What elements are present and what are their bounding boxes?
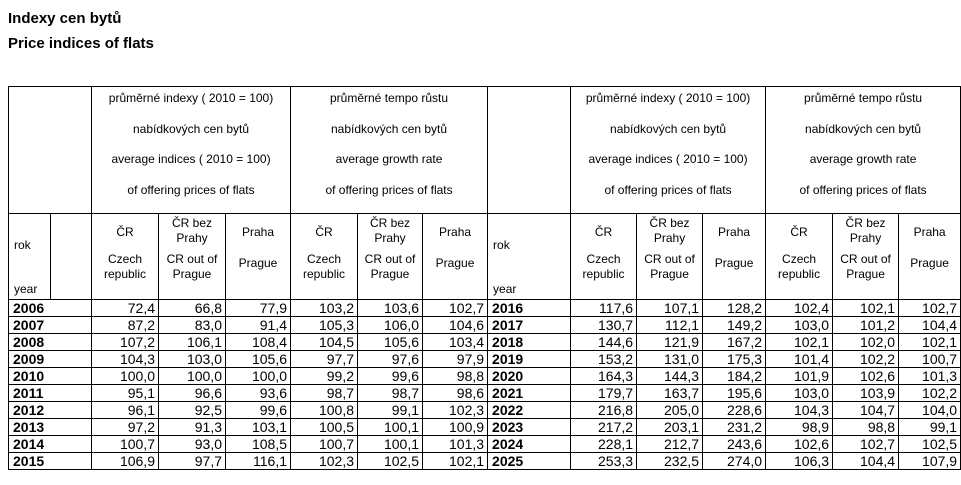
year-cell: 2025: [488, 453, 571, 470]
index-value-cell: 106,1: [159, 334, 226, 351]
col-header-praha-idx-left: Praha Prague: [226, 214, 291, 300]
index-value-cell: 105,6: [226, 351, 291, 368]
empty-header-cell-left: [51, 214, 92, 300]
year-cell: 2016: [488, 300, 571, 317]
index-value-cell: 100,0: [92, 368, 159, 385]
index-value-cell: 103,1: [226, 419, 291, 436]
growth-value-cell: 98,8: [833, 419, 899, 436]
index-value-cell: 216,8: [571, 402, 637, 419]
year-cell: 2006: [9, 300, 92, 317]
growth-value-cell: 102,4: [766, 300, 833, 317]
growth-value-cell: 101,3: [423, 436, 488, 453]
index-value-cell: 99,6: [226, 402, 291, 419]
year-cell: 2019: [488, 351, 571, 368]
growth-value-cell: 99,1: [899, 419, 961, 436]
index-value-cell: 253,3: [571, 453, 637, 470]
index-value-cell: 66,8: [159, 300, 226, 317]
table-row: [9, 453, 961, 470]
index-value-cell: 231,2: [703, 419, 766, 436]
growth-value-cell: 103,9: [833, 385, 899, 402]
index-value-cell: 112,1: [637, 317, 703, 334]
index-value-cell: 107,2: [92, 334, 159, 351]
growth-value-cell: 103,4: [423, 334, 488, 351]
growth-value-cell: 103,0: [766, 385, 833, 402]
col-header-crbez-idx-left: ČR bez Prahy CR out of Prague: [159, 214, 226, 300]
index-value-cell: 100,0: [159, 368, 226, 385]
index-value-cell: 83,0: [159, 317, 226, 334]
growth-value-cell: 104,3: [766, 402, 833, 419]
year-cell: 2012: [9, 402, 92, 419]
col-header-praha-idx-right: Praha Prague: [703, 214, 766, 300]
growth-value-cell: 99,6: [358, 368, 423, 385]
table-row: [9, 351, 961, 368]
growth-value-cell: 104,0: [899, 402, 961, 419]
growth-value-cell: 102,5: [358, 453, 423, 470]
index-value-cell: 167,2: [703, 334, 766, 351]
growth-value-cell: 104,7: [833, 402, 899, 419]
growth-value-cell: 103,2: [291, 300, 358, 317]
index-value-cell: 175,3: [703, 351, 766, 368]
index-value-cell: 130,7: [571, 317, 637, 334]
index-value-cell: 121,9: [637, 334, 703, 351]
col-header-praha-gr-left: Praha Prague: [423, 214, 488, 300]
index-value-cell: 217,2: [571, 419, 637, 436]
growth-value-cell: 105,6: [358, 334, 423, 351]
price-indices-table: [8, 86, 961, 470]
year-cell: 2008: [9, 334, 92, 351]
table-row: [9, 419, 961, 436]
growth-value-cell: 100,1: [358, 419, 423, 436]
table-row: [9, 368, 961, 385]
growth-value-cell: 103,0: [766, 317, 833, 334]
year-cell: 2020: [488, 368, 571, 385]
index-value-cell: 96,1: [92, 402, 159, 419]
index-value-cell: 203,1: [637, 419, 703, 436]
index-value-cell: 96,6: [159, 385, 226, 402]
index-value-cell: 232,5: [637, 453, 703, 470]
growth-value-cell: 101,9: [766, 368, 833, 385]
group-header-growth-left: průměrné tempo růstu nabídkových cen bytů average growth rate of offering prices of flats: [291, 87, 488, 214]
index-value-cell: 108,5: [226, 436, 291, 453]
growth-value-cell: 98,9: [766, 419, 833, 436]
index-value-cell: 93,0: [159, 436, 226, 453]
year-cell: 2009: [9, 351, 92, 368]
growth-value-cell: 97,6: [358, 351, 423, 368]
index-value-cell: 274,0: [703, 453, 766, 470]
col-header-praha-gr-right: Praha Prague: [899, 214, 961, 300]
growth-value-cell: 101,2: [833, 317, 899, 334]
table-row: [9, 402, 961, 419]
table-row: [9, 385, 961, 402]
growth-value-cell: 104,6: [423, 317, 488, 334]
growth-value-cell: 100,5: [291, 419, 358, 436]
growth-value-cell: 102,1: [899, 334, 961, 351]
col-header-cr-idx-left: ČR Czech republic: [92, 214, 159, 300]
growth-value-cell: 102,0: [833, 334, 899, 351]
year-cell: 2007: [9, 317, 92, 334]
growth-value-cell: 102,7: [833, 436, 899, 453]
col-header-cr-gr-left: ČR Czech republic: [291, 214, 358, 300]
rok-year-header-right: rok year: [488, 214, 571, 300]
index-value-cell: 163,7: [637, 385, 703, 402]
index-value-cell: 77,9: [226, 300, 291, 317]
growth-value-cell: 100,8: [291, 402, 358, 419]
page-title-en: Price indices of flats: [8, 35, 154, 52]
index-value-cell: 195,6: [703, 385, 766, 402]
index-value-cell: 97,2: [92, 419, 159, 436]
table-row: [9, 317, 961, 334]
col-header-crbez-gr-left: ČR bez Prahy CR out of Prague: [358, 214, 423, 300]
index-value-cell: 205,0: [637, 402, 703, 419]
index-value-cell: 100,7: [92, 436, 159, 453]
index-value-cell: 103,0: [159, 351, 226, 368]
growth-value-cell: 100,1: [358, 436, 423, 453]
index-value-cell: 179,7: [571, 385, 637, 402]
index-value-cell: 144,6: [571, 334, 637, 351]
index-value-cell: 108,4: [226, 334, 291, 351]
growth-value-cell: 98,7: [358, 385, 423, 402]
growth-value-cell: 102,1: [833, 300, 899, 317]
table-row: [9, 436, 961, 453]
col-header-crbez-gr-right: ČR bez Prahy CR out of Prague: [833, 214, 899, 300]
index-value-cell: 149,2: [703, 317, 766, 334]
index-value-cell: 153,2: [571, 351, 637, 368]
growth-value-cell: 97,9: [423, 351, 488, 368]
growth-value-cell: 102,1: [766, 334, 833, 351]
year-cell: 2011: [9, 385, 92, 402]
growth-value-cell: 98,8: [423, 368, 488, 385]
index-value-cell: 95,1: [92, 385, 159, 402]
col-header-cr-idx-right: ČR Czech republic: [571, 214, 637, 300]
corner-cell-left: [9, 87, 92, 214]
index-value-cell: 91,4: [226, 317, 291, 334]
index-value-cell: 107,1: [637, 300, 703, 317]
growth-value-cell: 104,4: [899, 317, 961, 334]
table-row: [9, 334, 961, 351]
index-value-cell: 131,0: [637, 351, 703, 368]
growth-value-cell: 101,3: [899, 368, 961, 385]
growth-value-cell: 99,2: [291, 368, 358, 385]
growth-value-cell: 97,7: [291, 351, 358, 368]
index-value-cell: 106,9: [92, 453, 159, 470]
index-value-cell: 144,3: [637, 368, 703, 385]
index-value-cell: 97,7: [159, 453, 226, 470]
index-value-cell: 128,2: [703, 300, 766, 317]
group-header-indices-left: průměrné indexy ( 2010 = 100) nabídkových cen bytů average indices ( 2010 = 100) of offering prices of flats: [92, 87, 291, 214]
index-value-cell: 93,6: [226, 385, 291, 402]
rok-year-header-left: rok year: [9, 214, 51, 300]
index-value-cell: 72,4: [92, 300, 159, 317]
index-value-cell: 91,3: [159, 419, 226, 436]
year-cell: 2022: [488, 402, 571, 419]
growth-value-cell: 100,7: [291, 436, 358, 453]
index-value-cell: 104,3: [92, 351, 159, 368]
index-value-cell: 117,6: [571, 300, 637, 317]
index-value-cell: 92,5: [159, 402, 226, 419]
index-value-cell: 212,7: [637, 436, 703, 453]
growth-value-cell: 102,7: [899, 300, 961, 317]
group-header-indices-right: průměrné indexy ( 2010 = 100) nabídkových cen bytů average indices ( 2010 = 100) of offering prices of flats: [571, 87, 766, 214]
growth-value-cell: 104,4: [833, 453, 899, 470]
growth-value-cell: 98,7: [291, 385, 358, 402]
year-cell: 2015: [9, 453, 92, 470]
growth-value-cell: 107,9: [899, 453, 961, 470]
col-header-cr-gr-right: ČR Czech republic: [766, 214, 833, 300]
year-cell: 2010: [9, 368, 92, 385]
growth-value-cell: 102,6: [766, 436, 833, 453]
table-row: [9, 300, 961, 317]
index-value-cell: 164,3: [571, 368, 637, 385]
growth-value-cell: 105,3: [291, 317, 358, 334]
index-value-cell: 243,6: [703, 436, 766, 453]
growth-value-cell: 102,2: [899, 385, 961, 402]
growth-value-cell: 102,7: [423, 300, 488, 317]
year-cell: 2017: [488, 317, 571, 334]
index-value-cell: 87,2: [92, 317, 159, 334]
growth-value-cell: 102,2: [833, 351, 899, 368]
growth-value-cell: 106,3: [766, 453, 833, 470]
growth-value-cell: 100,9: [423, 419, 488, 436]
growth-value-cell: 104,5: [291, 334, 358, 351]
group-header-growth-right: průměrné tempo růstu nabídkových cen bytů average growth rate of offering prices of flats: [766, 87, 961, 214]
growth-value-cell: 99,1: [358, 402, 423, 419]
corner-cell-right: [488, 87, 571, 214]
index-value-cell: 228,1: [571, 436, 637, 453]
growth-value-cell: 98,6: [423, 385, 488, 402]
year-cell: 2023: [488, 419, 571, 436]
page-title-cz: Indexy cen bytů: [8, 10, 122, 27]
year-cell: 2013: [9, 419, 92, 436]
year-cell: 2018: [488, 334, 571, 351]
growth-value-cell: 102,6: [833, 368, 899, 385]
growth-value-cell: 100,7: [899, 351, 961, 368]
year-cell: 2014: [9, 436, 92, 453]
growth-value-cell: 102,3: [423, 402, 488, 419]
growth-value-cell: 102,5: [899, 436, 961, 453]
index-value-cell: 100,0: [226, 368, 291, 385]
index-value-cell: 116,1: [226, 453, 291, 470]
col-header-crbez-idx-right: ČR bez Prahy CR out of Prague: [637, 214, 703, 300]
year-cell: 2024: [488, 436, 571, 453]
index-value-cell: 228,6: [703, 402, 766, 419]
growth-value-cell: 102,3: [291, 453, 358, 470]
index-value-cell: 184,2: [703, 368, 766, 385]
growth-value-cell: 102,1: [423, 453, 488, 470]
growth-value-cell: 103,6: [358, 300, 423, 317]
growth-value-cell: 101,4: [766, 351, 833, 368]
year-cell: 2021: [488, 385, 571, 402]
growth-value-cell: 106,0: [358, 317, 423, 334]
